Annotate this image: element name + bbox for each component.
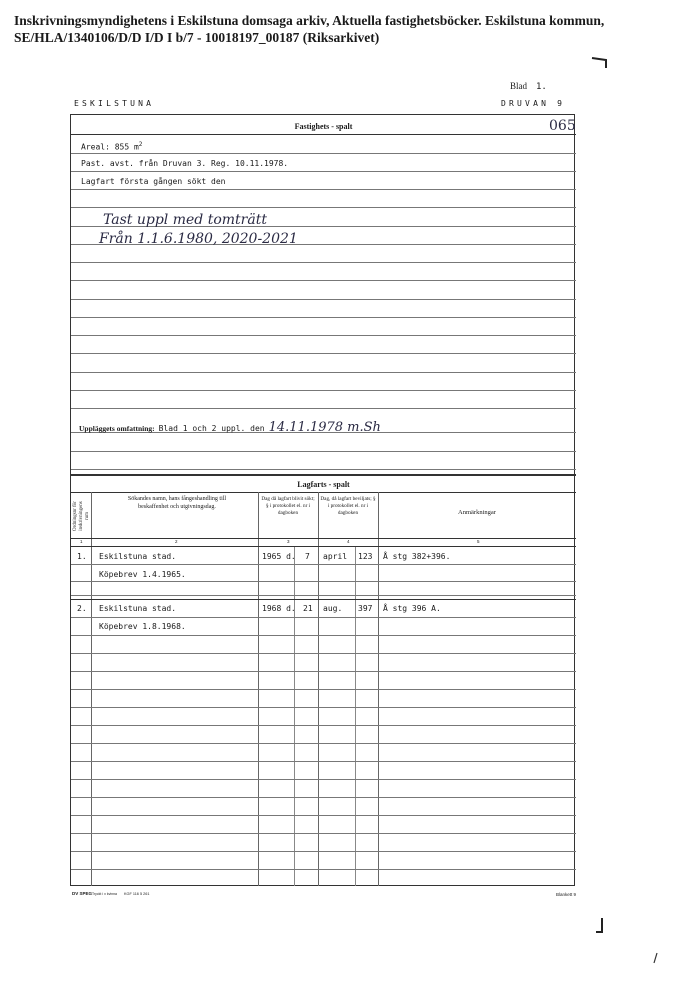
- property-designation: DRUVAN 9: [501, 99, 566, 108]
- rule-line: [71, 869, 576, 870]
- rule-line: [71, 833, 576, 834]
- row2-name: Eskilstuna stad.: [99, 604, 177, 613]
- page-number: 065: [549, 118, 576, 134]
- archive-header-line1: Inskrivningsmyndighetens i Eskilstuna domsaga arkiv, Aktuella fastighetsböcker. Eskilstuna kommun,: [14, 13, 605, 28]
- origin-text: Past. avst. från Druvan 3. Reg. 10.11.1978.: [81, 159, 289, 168]
- row1-name: Eskilstuna stad.: [99, 552, 177, 561]
- rule-line: [71, 153, 576, 154]
- col-number-3: 3: [287, 539, 290, 544]
- rule-line: [71, 797, 576, 798]
- rule-line: [71, 761, 576, 762]
- col-number-4: 4: [347, 539, 350, 544]
- col-number-1: 1: [80, 539, 83, 544]
- rule-line: [71, 469, 576, 470]
- rule-line: [71, 189, 576, 190]
- col-sokande-header: Sökandes namn, hans fångeshandling till beskaffenhet och utgivningsdag.: [127, 496, 227, 510]
- rule-line: [71, 335, 576, 336]
- archive-header-line2: SE/HLA/1340106/D/D I/D I b/7 - 10018197_00187 (Riksarkivet): [14, 30, 380, 45]
- municipality-name: ESKILSTUNA: [74, 99, 155, 108]
- register-sheet: [70, 114, 575, 886]
- archive-header: [14, 12, 654, 46]
- row1-document: Köpebrev 1.4.1965.: [99, 570, 186, 579]
- col-dag-sokt-header: Dag då lagfart blivit sökt; § i protokollet el. nr i dagboken: [261, 496, 315, 516]
- blad-label: Blad: [510, 81, 527, 91]
- col-number-2: 2: [175, 539, 178, 544]
- rule-line: [71, 451, 576, 452]
- row1-year: 1965 d.: [262, 552, 296, 561]
- rule-line: [71, 635, 576, 636]
- footer-form-code: DV SPEG: [72, 891, 93, 896]
- areal-label: Areal: 855 m: [81, 142, 139, 152]
- rule-line: [71, 134, 576, 135]
- rule-line: [71, 599, 576, 600]
- row1-ref: 123: [358, 552, 373, 561]
- areal-unit-sup: 2: [138, 141, 143, 148]
- rule-line: [71, 851, 576, 852]
- rule-line: [71, 707, 576, 708]
- rule-line: [71, 689, 576, 690]
- footer-blankett: Blankett 9: [556, 892, 577, 897]
- footer-form-number: KGF 116 5 261: [124, 892, 150, 896]
- rule-line: [71, 492, 576, 493]
- corner-mark-icon: [594, 916, 608, 936]
- row2-document: Köpebrev 1.8.1968.: [99, 622, 186, 631]
- col-anmarkningar-header: Anmärkningar: [458, 509, 496, 516]
- row1-day: 7: [305, 552, 310, 561]
- row2-day: 21: [303, 604, 313, 613]
- rule-line: [71, 207, 576, 208]
- col-number-5: 5: [477, 539, 480, 544]
- upplagg-row: [79, 418, 381, 436]
- rule-line: [71, 617, 576, 618]
- fastighet-section-title: Fastighets - spalt: [294, 122, 353, 131]
- rule-line: [71, 372, 576, 373]
- rule-line: [71, 280, 576, 281]
- column-line: [355, 546, 356, 886]
- upplagg-text: Blad 1 och 2 uppl. den: [158, 424, 265, 433]
- footer-printer: Tryckt i x kvinna: [92, 892, 117, 896]
- rule-line: [71, 262, 576, 263]
- rule-line: [71, 546, 576, 547]
- rule-line: [71, 390, 576, 391]
- rule-line: [71, 653, 576, 654]
- rule-line: [71, 815, 576, 816]
- areal-text: [81, 141, 142, 152]
- lagfart-first-text: Lagfart första gången sökt den: [81, 177, 226, 186]
- row2-year: 1968 d.: [262, 604, 296, 613]
- upplagg-handwritten: 14.11.1978 m.Sh: [268, 420, 381, 435]
- rule-line: [71, 317, 576, 318]
- blad-number: 1.: [536, 82, 547, 92]
- column-line: [294, 546, 295, 886]
- lagfart-section-title: Lagfarts - spalt: [297, 480, 350, 489]
- row2-note: Å stg 396 A.: [383, 604, 441, 613]
- rule-line: [71, 581, 576, 582]
- rule-line: [71, 595, 576, 596]
- rule-line: [71, 725, 576, 726]
- corner-mark-icon: [590, 55, 610, 69]
- rule-line: [71, 564, 576, 565]
- row1-month: april: [323, 552, 348, 561]
- upplagg-label: Uppläggets omfattning:: [79, 424, 155, 433]
- col-ordning-header: Ordningsnr för inskrivningens rum: [73, 501, 90, 531]
- row2-ref: 397: [358, 604, 373, 613]
- rule-line: [71, 743, 576, 744]
- handwritten-note-1: Tast uppl med tomträtt: [103, 212, 267, 228]
- rule-line: [71, 779, 576, 780]
- rule-line: [71, 538, 576, 539]
- row1-note: Å stg 382+396.: [383, 552, 451, 561]
- rule-line: [71, 353, 576, 354]
- row2-nr: 2.: [77, 604, 87, 613]
- handwritten-note-2: Från 1.1.6.1980, 2020-2021: [99, 231, 298, 247]
- col-dag-beviljats-header: Dag, då lagfart beviljats; § i protokollet el. nr i dagboken: [320, 496, 376, 516]
- rule-line: [71, 408, 576, 409]
- rule-line: [71, 671, 576, 672]
- row1-nr: 1.: [77, 552, 87, 561]
- rule-line: [71, 171, 576, 172]
- section-divider: [71, 474, 576, 476]
- stray-mark-icon: [650, 951, 660, 965]
- rule-line: [71, 299, 576, 300]
- row2-month: aug.: [323, 604, 343, 613]
